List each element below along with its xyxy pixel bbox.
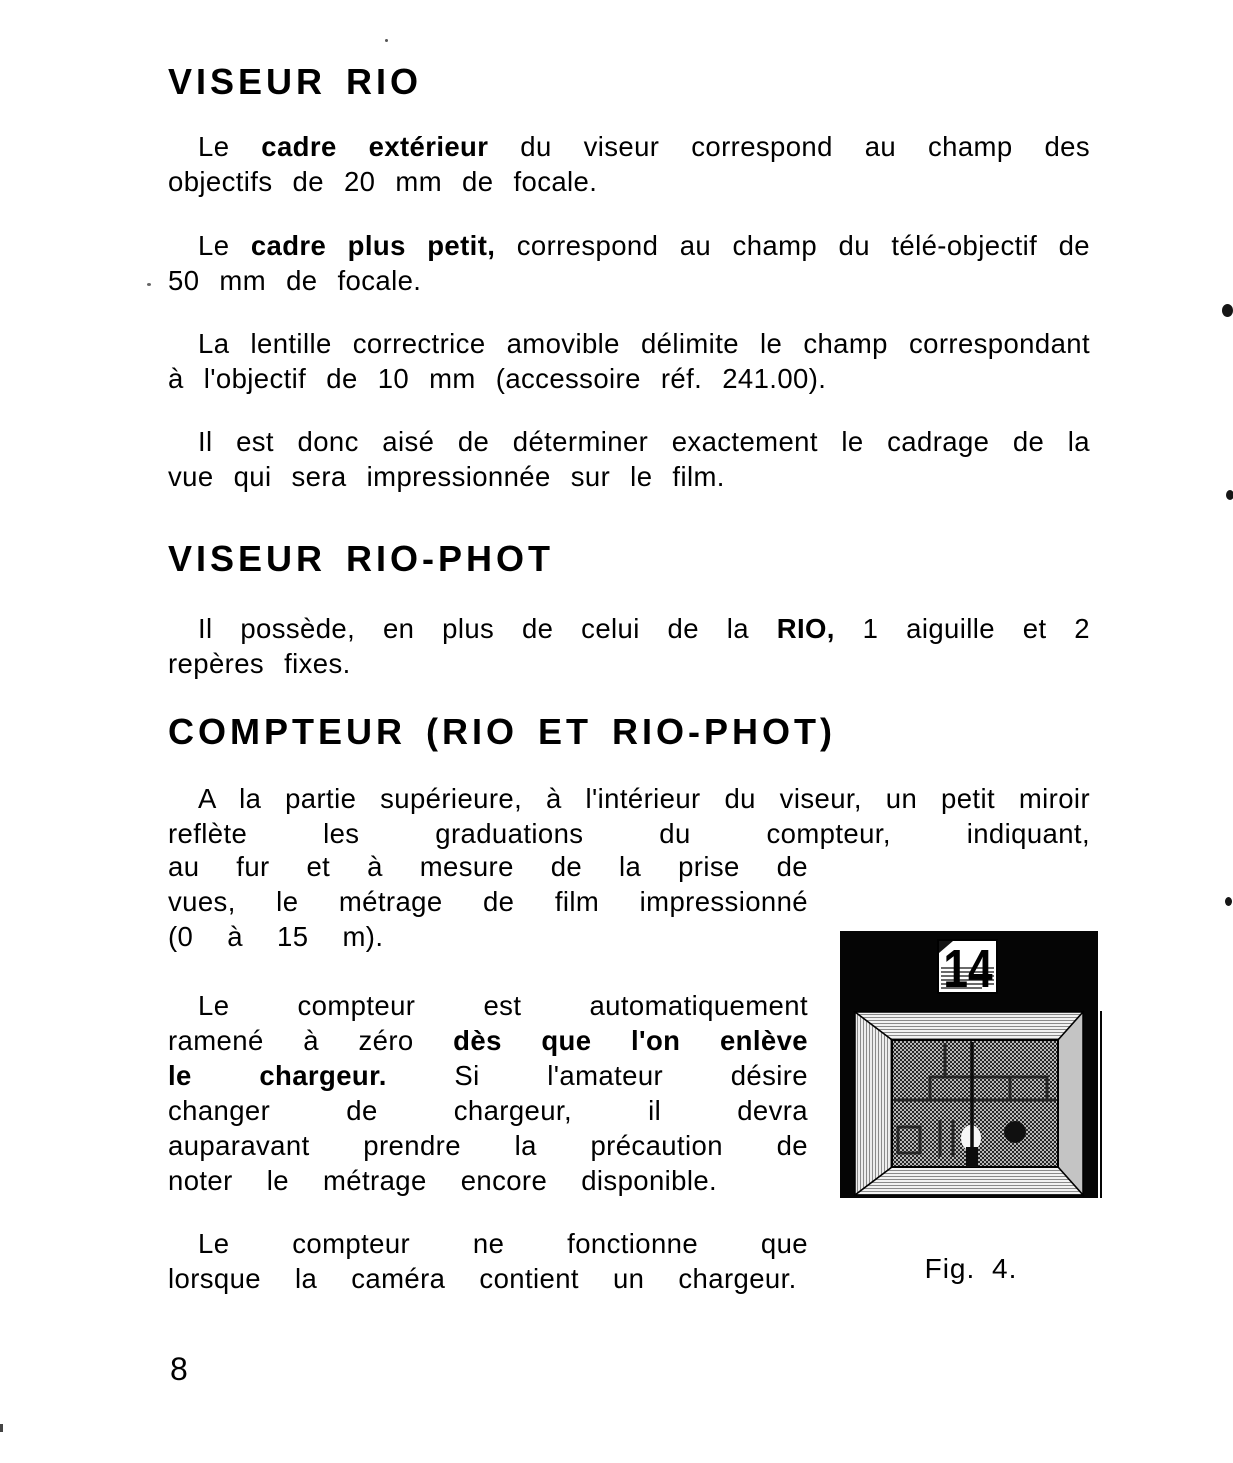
figure-4 xyxy=(840,931,1102,1284)
paragraph-remise-zero: Le compteur est automatiquement ramené à zéro dès que l'on enlève le chargeur. Si l'amateur désire changer de chargeur, il devra auparavant prendre la précaution de noter le métrage encore disponible. xyxy=(168,990,809,1196)
section-heading-viseur-rio-phot: VISEUR RIO-PHOT xyxy=(168,538,555,579)
paragraph-fonctionnement: Le compteur ne fonctionne que lorsque la caméra contient un chargeur. xyxy=(168,1228,808,1294)
scan-speck xyxy=(1225,897,1232,906)
figure-counter-display xyxy=(938,939,997,999)
scan-speck xyxy=(1226,490,1233,500)
scan-speck xyxy=(385,39,388,42)
scan-sliver xyxy=(1100,1011,1102,1198)
counter-value: 14 xyxy=(943,938,993,1000)
reference-dot xyxy=(1004,1121,1026,1143)
section-heading-viseur-rio: VISEUR RIO xyxy=(168,61,423,102)
paragraph-miroir-suite: au fur et à mesure de la prise de vues, le métrage de film impressionné (0 à 15 m). xyxy=(168,851,808,952)
paragraph-aiguille: Il possède, en plus de celui de la RIO, 1 aiguille et 2 repères fixes. xyxy=(168,613,1090,679)
paragraph-lentille: La lentille correctrice amovible délimite le champ correspondant à l'objectif de 10 mm (accessoire réf. 241.00). xyxy=(168,328,1090,394)
section-heading-compteur: COMPTEUR (RIO ET RIO-PHOT) xyxy=(168,711,836,752)
paragraph-cadrage: Il est donc aisé de déterminer exactement le cadrage de la vue qui sera impressionnée sur le film. xyxy=(168,426,1090,492)
paragraph-cadre-petit: Le cadre plus petit, correspond au champ du télé-objectif de 50 mm de focale. xyxy=(168,230,1090,296)
viewfinder-illustration xyxy=(840,931,1102,1198)
viewfinder-interior xyxy=(892,1040,1058,1167)
page-number: 8 xyxy=(170,1351,188,1387)
needle-base xyxy=(966,1147,978,1167)
figure-caption: Fig. 4. xyxy=(924,1253,1018,1284)
scan-speck xyxy=(0,1424,3,1432)
scan-speck xyxy=(147,283,151,286)
scan-speck xyxy=(1222,304,1233,317)
paragraph-miroir-intro: A la partie supérieure, à l'intérieur du viseur, un petit miroir reflète les graduations du compteur, indiquant, xyxy=(168,783,1090,849)
paragraph-cadre-exterieur: Le cadre extérieur du viseur correspond au champ des objectifs de 20 mm de focale. xyxy=(168,131,1091,197)
